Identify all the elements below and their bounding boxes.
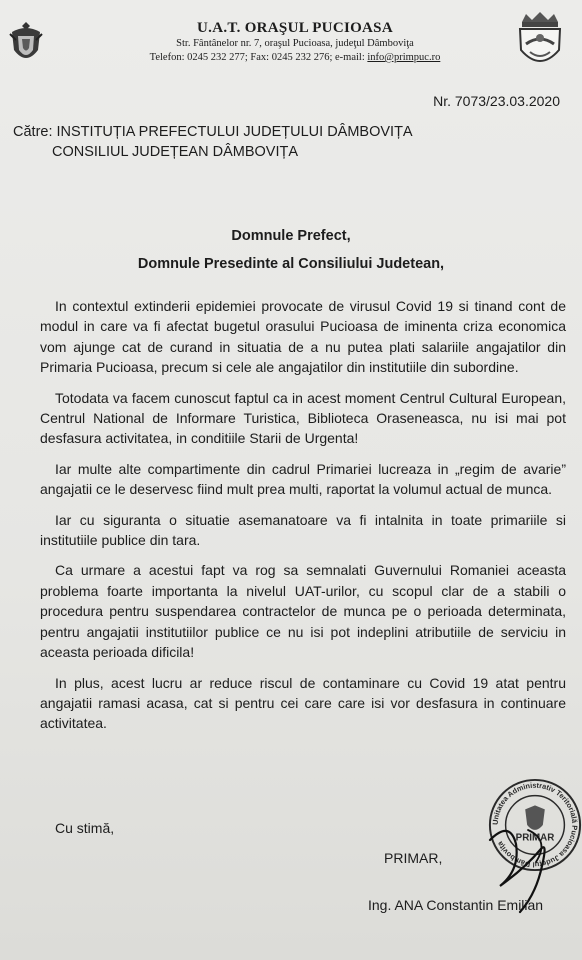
addressee-line-1: Către: INSTITUȚIA PREFECTULUI JUDEȚULUI DÂMBOVIȚA — [13, 124, 413, 140]
romania-coat-of-arms-icon — [8, 20, 44, 68]
body-paragraph-6: In plus, acest lucru ar reduce riscul de contaminare cu Covid 19 atat pentru angajatii ramasi acasa, cat si pentru cei care care isi vor desfasura in continuare activitatea. — [40, 674, 566, 732]
institution-contact — [110, 51, 480, 65]
contact-email-link[interactable]: info@primpuc.ro — [367, 52, 441, 63]
letterhead — [110, 20, 480, 65]
body-paragraph-1: In contextul extinderii epidemiei provocate de virusul Covid 19 si tinand cont de modul in care va fi afectat bugetul orasului Pucioasa de iminenta criza economica vom ajunge cat de curand in situatia de a nu putea plati salariile angajatilor din Primaria Pucioasa, precum si cele ale angajatilor din institutiile din subordine. — [40, 298, 566, 376]
addressee-line-2: CONSILIUL JUDEȚEAN DÂMBOVIȚA — [52, 144, 299, 160]
closing-formula: Cu stimă, — [55, 820, 115, 836]
body-paragraph-2: Totodata va facem cunoscut faptul ca in acest moment Centrul Cultural European, Centrul National de Informare Turistica, Biblioteca Oraseneasca, nu isi mai pot desfasura activitatea, in conditiile Starii de Urgenta! — [40, 389, 566, 447]
body-paragraph-4: Iar cu siguranta o situatie asemanatoare va fi intalnita in toate primariile si institutiile publice din tara. — [40, 511, 566, 549]
institution-title: U.A.T. ORAŞUL PUCIOASA — [197, 20, 393, 36]
salutation-president: Domnule Presedinte al Consiliului Judetean, — [137, 256, 445, 272]
letter-body — [40, 296, 566, 744]
signatory-title: PRIMAR, — [384, 850, 443, 866]
signatory-name: Ing. ANA Constantin Emilian — [368, 897, 544, 913]
salutation-prefect: Domnule Prefect, — [231, 228, 351, 244]
registration-number: Nr. 7073/23.03.2020 — [433, 93, 560, 109]
stamp-ring-text: Unitatea Administrativ Teritorială Pucioasa Județul Dâmbovița — [490, 780, 580, 870]
institution-address: Str. Fântânelor nr. 7, oraşul Pucioasa, judeţul Dâmboviţa — [176, 38, 414, 49]
handwritten-signature — [470, 810, 580, 920]
contact-phone-fax: Telefon: 0245 232 277; Fax: 0245 232 276; e-mail: — [149, 52, 368, 63]
body-paragraph-3: Iar multe alte compartimente din cadrul Primariei lucreaza in „regim de avarie” angajatii ce le deservesc fiind mult prea multi, raportat la volumul actual de munca. — [40, 460, 566, 498]
body-paragraph-5: Ca urmare a acestui fapt va rog sa semnalati Guvernului Romaniei aceasta problema foarte importanta la nivelul UAT-urilor, cu scopul clar de a stabili o procedura pentru suspendarea contractelor de munca pe o perioada determinata, pentru angajatii institutiilor publice ce nu isi pot indeplini atributiile de serviciu in aceasta perioada dificila! — [40, 562, 566, 661]
stamp-center-text: PRIMAR — [515, 832, 555, 844]
addressee-block — [13, 122, 413, 162]
pucioasa-coat-of-arms-icon — [512, 10, 568, 74]
